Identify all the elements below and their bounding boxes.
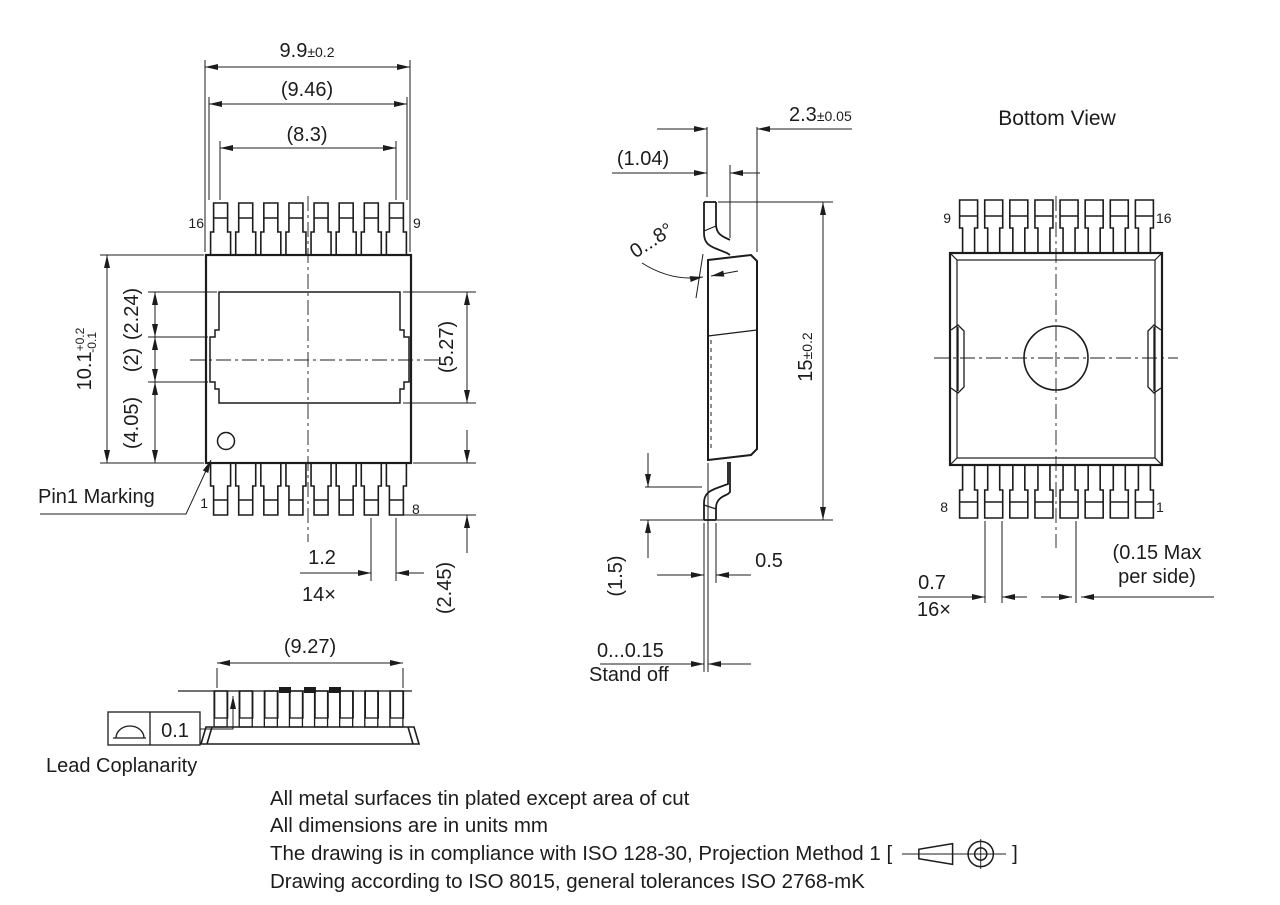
bottom-view	[917, 107, 1214, 621]
top-view-body	[206, 255, 411, 463]
side-view-extension-lines	[640, 127, 833, 672]
dim-body-height: $10.1^{+0.2}-0.1$	[73, 327, 99, 391]
note-line-1: All metal surfaces tin plated except area of cut	[270, 787, 690, 810]
dim-lead-angle: 0...8°	[626, 218, 678, 263]
dim-standoff: 0...0.15	[597, 640, 664, 662]
bv-pin-number-9: 9	[943, 210, 951, 226]
dim-pitch-count: 14×	[302, 584, 336, 606]
dim-package-height: 2.3±0.05	[789, 104, 852, 126]
dim-coplanarity-width: (9.27)	[283, 636, 337, 658]
side-view-body	[708, 255, 757, 460]
side-view-dimension-lines	[600, 129, 852, 664]
standoff-label: Stand off	[589, 664, 669, 686]
coplanarity-extension-lines	[217, 663, 403, 688]
bottom-view-centerlines	[934, 196, 1178, 548]
note-line-3	[270, 839, 1018, 869]
bottom-view-title: Bottom View	[998, 107, 1116, 130]
bv-pin-number-1: 1	[1156, 499, 1164, 515]
top-view-pins-top	[211, 203, 407, 255]
dim-lead-thickness: 0.5	[755, 550, 783, 572]
dim-pad-mid: (2)	[121, 347, 143, 373]
dim-lead-span: (9.46)	[280, 79, 334, 101]
dim-lead-width: 0.7	[918, 572, 946, 594]
pin1-marking-circle	[218, 433, 235, 450]
coplanarity-view	[46, 636, 419, 777]
pin1-marking-label: Pin1 Marking	[38, 486, 155, 508]
coplanarity-leads	[214, 687, 403, 727]
coplanarity-tolerance: 0.1	[161, 720, 189, 742]
pin-number-1: 1	[200, 495, 208, 511]
note-line-4: Drawing according to ISO 8015, general tolerances ISO 2768-mK	[270, 870, 865, 893]
side-view	[589, 104, 852, 686]
bottom-view-extension-lines	[985, 521, 1076, 603]
top-view	[38, 40, 476, 614]
dim-pad-lower: (4.05)	[121, 396, 143, 450]
note-line-3-bracket: ]	[1012, 841, 1018, 865]
dim-pad-height: (5.27)	[436, 320, 458, 374]
dim-lead-length: (2.45)	[434, 561, 456, 615]
first-angle-projection-icon	[898, 839, 1010, 869]
dim-body-width: 9.9±0.2	[279, 40, 335, 62]
side-view-lead-top	[704, 202, 730, 255]
dim-mold-offset-line1: (0.15 Max	[1112, 542, 1202, 564]
dim-lead-width-count: 16×	[917, 599, 951, 621]
bottom-view-pins-bottom	[960, 465, 1154, 518]
dim-mold-offset-line2: per side)	[1118, 566, 1196, 588]
bv-pin-number-16: 16	[1156, 210, 1172, 226]
coplanarity-label: Lead Coplanarity	[46, 755, 198, 777]
pin-number-16: 16	[188, 215, 204, 231]
pin-number-9: 9	[413, 215, 421, 231]
angle-reference-line	[696, 254, 703, 298]
dim-lead-top-offset: (1.04)	[616, 148, 670, 170]
note-line-3-text: The drawing is in compliance with ISO 128-30, Projection Method 1 [	[270, 841, 893, 865]
dim-lead-centers: (8.3)	[286, 124, 328, 146]
note-line-2: All dimensions are in units mm	[270, 813, 548, 837]
bv-pin-number-8: 8	[940, 499, 948, 515]
top-view-pad	[210, 292, 409, 403]
pin-number-8: 8	[412, 501, 420, 517]
dim-pad-upper: (2.24)	[121, 287, 143, 341]
top-view-pins-bottom	[211, 463, 407, 515]
dim-lead-tip-span: 15±0.2	[795, 332, 817, 382]
drawing-notes	[270, 786, 1018, 896]
coplanarity-base	[201, 727, 419, 744]
dim-foot-height: (1.5)	[605, 555, 627, 597]
dim-pitch: 1.2	[308, 547, 336, 569]
bottom-view-pins-top	[960, 200, 1154, 253]
